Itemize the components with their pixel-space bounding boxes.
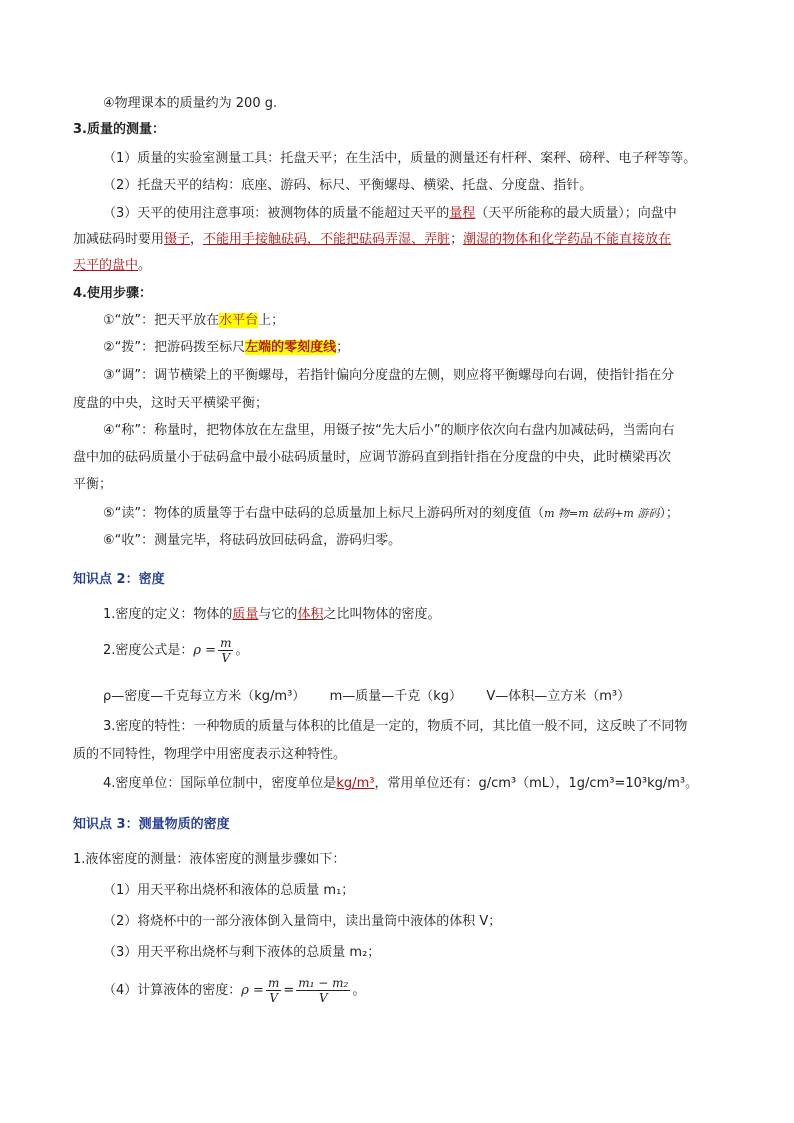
keyword-tweezers: 镊子: [164, 232, 191, 247]
rho-equals: ρ =: [193, 643, 217, 658]
text: ，: [190, 232, 204, 247]
text: ⑤“读”：物体的质量等于右盘中砝码的总质量加上标尺上游码所对的刻度值（: [103, 506, 545, 521]
unit-volume: V—体积—立方米（m³）: [486, 689, 631, 704]
numerator: m: [267, 976, 280, 990]
text: 与它的: [258, 607, 298, 622]
density-property-a: 3.密度的特性：一种物质的质量与体积的比值是一定的，物质不同，其比值一般不同，这反映了不同物: [103, 719, 688, 734]
sec3-line-5: [73, 256, 151, 276]
step-4b: 盘中加的砝码质量小于砝码盒中最小砝码质量时，应调节游码直到指针指在分度盘的中央，此时横梁再次: [73, 450, 672, 465]
density-definition: [103, 605, 440, 625]
fraction-mass-diff-over-v: [296, 976, 350, 1005]
text: （天平所能称的最大质量）；向盘中: [475, 206, 677, 221]
density-property-b: 质的不同特性，物理学中用密度表示这种特性。: [73, 747, 347, 762]
step-6: ⑥“收”：测量完毕，将砝码放回砝码盒，游码归零。: [103, 533, 402, 548]
highlight-zero-mark: 左端的零刻度线: [245, 340, 337, 355]
fraction-m-over-v: [266, 976, 281, 1005]
text: ②“拨”：把游码拨至标尺: [103, 340, 246, 355]
rho-equals: ρ =: [241, 983, 264, 998]
unit-mass: m—质量—千克（kg）: [329, 689, 463, 704]
keyword-kg-m3: kg/m³: [336, 776, 375, 791]
step-3a: ③“调”：调节横梁上的平衡螺母，若指针偏向分度盘的左侧，则应将平衡螺母向右调，使指针指在分: [103, 368, 675, 383]
liquid-density-intro: 1.液体密度的测量：液体密度的测量步骤如下：: [73, 852, 346, 867]
liquid-step-1: （1）用天平称出烧杯和液体的总质量 m₁；: [103, 883, 355, 898]
numerator: m₁ − m₂: [298, 976, 349, 990]
density-formula: [103, 636, 248, 666]
sec3-line-4: [73, 230, 671, 250]
text: 。: [352, 983, 366, 998]
equals: =: [283, 983, 295, 998]
keyword-pan: 天平的盘中: [73, 258, 139, 273]
density-fraction: [218, 636, 233, 665]
numerator: m: [220, 636, 232, 650]
text: 。: [235, 643, 249, 658]
mass-sum-formula: m 物=m 砝码+m 游码: [544, 507, 660, 520]
liquid-step-4: [103, 976, 365, 1006]
knowledge-point-2-title: 知识点 2：密度: [73, 572, 165, 587]
density-unit-line: [103, 774, 698, 794]
text: （4）计算液体的密度：: [103, 983, 242, 998]
text: 4.密度单位：国际单位制中，密度单位是: [103, 776, 337, 791]
step-2: [103, 338, 349, 358]
denominator: V: [221, 651, 231, 665]
section-3-title: 3.质量的测量：: [73, 122, 165, 137]
section-4-title: 4.使用步骤：: [73, 286, 152, 301]
step-3b: 度盘的中央，这时天平横梁平衡；: [73, 396, 269, 411]
text: 之比叫物体的密度。: [323, 607, 441, 622]
text: ）；: [659, 506, 679, 521]
keyword-chemicals: 潮湿的物体和化学药品不能直接放在: [463, 232, 672, 247]
sec3-line-1: （1）质量的实验室测量工具：托盘天平；在生活中，质量的测量还有杆秤、案秤、磅秤、电子秤等等。: [103, 151, 697, 166]
text: ；: [450, 232, 464, 247]
liquid-step-2: （2）将烧杯中的一部分液体倒入量筒中，读出量筒中液体的体积 V；: [103, 914, 502, 929]
unit-rho: ρ—密度—千克每立方米（kg/m³）: [103, 689, 306, 704]
keyword-no-hand: 不能用手接触砝码，不能把砝码弄湿、弄脏: [203, 232, 451, 247]
highlight-level-table: 水平台: [219, 313, 259, 328]
liquid-step-3: （3）用天平称出烧杯与剩下液体的总质量 m₂；: [103, 945, 381, 960]
step-4c: 平衡；: [73, 477, 113, 492]
mass-example-line: ④物理课本的质量约为 200 g.: [103, 96, 278, 111]
text: ，常用单位还有：g/cm³（mL），1g/cm³=10³kg/m³。: [374, 776, 699, 791]
text: 加减砝码时要用: [73, 232, 165, 247]
keyword-range: 量程: [449, 206, 476, 221]
text: ①“放”：把天平放在: [103, 313, 220, 328]
text: 上；: [258, 313, 285, 328]
text: 。: [138, 258, 152, 273]
sec3-line-3: [103, 204, 677, 224]
step-5: [103, 504, 679, 524]
denominator: V: [318, 991, 328, 1005]
step-1: [103, 311, 284, 331]
text: 2.密度公式是：: [103, 643, 194, 658]
denominator: V: [269, 991, 278, 1005]
knowledge-point-3-title: 知识点 3：测量物质的密度: [73, 817, 230, 832]
text: ；: [336, 340, 350, 355]
density-units-line: [103, 687, 630, 707]
text: 1.密度的定义：物体的: [103, 607, 233, 622]
sec3-line-2: （2）托盘天平的结构：底座、游码、标尺、平衡螺母、横梁、托盘、分度盘、指针。: [103, 178, 593, 193]
step-4a: ④“称”：称量时，把物体放在左盘里，用镊子按“先大后小”的顺序依次向右盘内加减砝码，当需向右: [103, 423, 675, 438]
keyword-volume: 体积: [297, 607, 324, 622]
text: （3）天平的使用注意事项：被测物体的质量不能超过天平的: [103, 206, 450, 221]
keyword-mass: 质量: [232, 607, 259, 622]
